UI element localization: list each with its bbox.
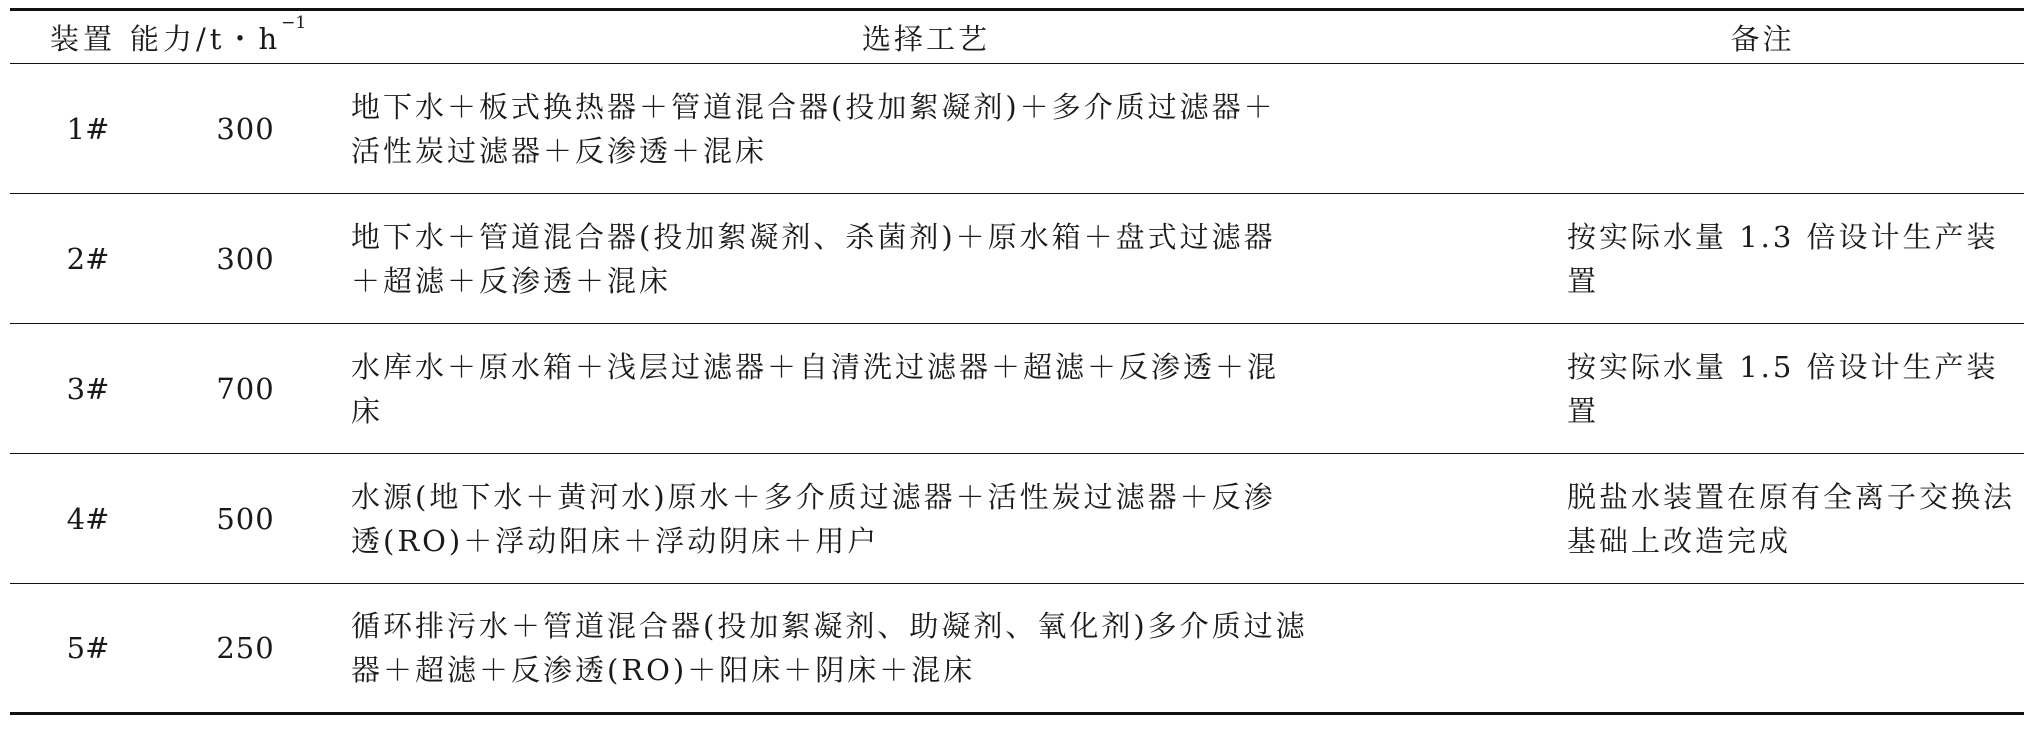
cell-device: 1# xyxy=(66,111,110,146)
cell-capacity: 300 xyxy=(216,241,275,276)
cell-capacity: 500 xyxy=(216,501,275,536)
table-row xyxy=(10,194,2024,324)
header-note: 备注 xyxy=(1730,21,1795,56)
cell-capacity: 300 xyxy=(216,111,275,146)
cell-note xyxy=(1501,584,2024,714)
cell-device: 2# xyxy=(66,241,110,276)
note-line: 脱盐水装置在原有全离子交换法 xyxy=(1567,479,2016,514)
process-line: 地下水＋管道混合器(投加絮凝剂、杀菌剂)＋原水箱＋盘式过滤器 xyxy=(351,219,1276,254)
process-line: 水库水＋原水箱＋浅层过滤器＋自清洗过滤器＋超滤＋反渗透＋混 xyxy=(351,349,1280,384)
cell-process xyxy=(343,324,1501,454)
table-body xyxy=(10,64,2024,714)
cell-device: 4# xyxy=(66,501,110,536)
cell-process xyxy=(343,584,1501,714)
process-line: 活性炭过滤器＋反渗透＋混床 xyxy=(351,133,768,168)
header-process: 选择工艺 xyxy=(861,21,990,56)
table-row xyxy=(10,454,2024,584)
process-line: 水源(地下水＋黄河水)原水＋多介质过滤器＋活性炭过滤器＋反渗 xyxy=(351,479,1276,514)
process-line: 透(RO)＋浮动阳床＋浮动阴床＋用户 xyxy=(351,523,880,558)
process-table xyxy=(10,8,2024,715)
process-table-container xyxy=(10,8,2024,715)
note-line: 按实际水量 1.3 倍设计生产装置 xyxy=(1567,219,1999,298)
process-line: 床 xyxy=(351,393,384,428)
cell-note xyxy=(1501,64,2024,194)
header-capacity-exponent: −1 xyxy=(281,12,307,33)
cell-capacity: 250 xyxy=(216,631,275,665)
table-row xyxy=(10,584,2024,714)
process-line: ＋超滤＋反渗透＋混床 xyxy=(351,263,672,298)
note-line: 按实际水量 1.5 倍设计生产装置 xyxy=(1567,349,1999,428)
cell-process xyxy=(343,64,1501,194)
cell-note xyxy=(1501,324,2024,454)
cell-capacity: 700 xyxy=(216,371,275,406)
note-line: 基础上改造完成 xyxy=(1567,523,1792,558)
process-line: 器＋超滤＋反渗透(RO)＋阳床＋阴床＋混床 xyxy=(351,653,976,687)
header-device: 装置 xyxy=(50,21,117,56)
process-line: 循环排污水＋管道混合器(投加絮凝剂、助凝剂、氧化剂)多介质过滤 xyxy=(351,609,1308,643)
header-device-capacity xyxy=(10,10,343,64)
cell-process xyxy=(343,454,1501,584)
cell-device: 5# xyxy=(66,631,110,665)
cell-note xyxy=(1501,454,2024,584)
table-row xyxy=(10,324,2024,454)
table-header xyxy=(10,10,2024,64)
cell-device: 3# xyxy=(66,371,110,406)
process-line: 地下水＋板式换热器＋管道混合器(投加絮凝剂)＋多介质过滤器＋ xyxy=(351,89,1276,124)
table-row xyxy=(10,64,2024,194)
header-capacity: 能力/t・h xyxy=(130,21,282,56)
header-row xyxy=(10,10,2024,64)
cell-process xyxy=(343,194,1501,324)
cell-note xyxy=(1501,194,2024,324)
